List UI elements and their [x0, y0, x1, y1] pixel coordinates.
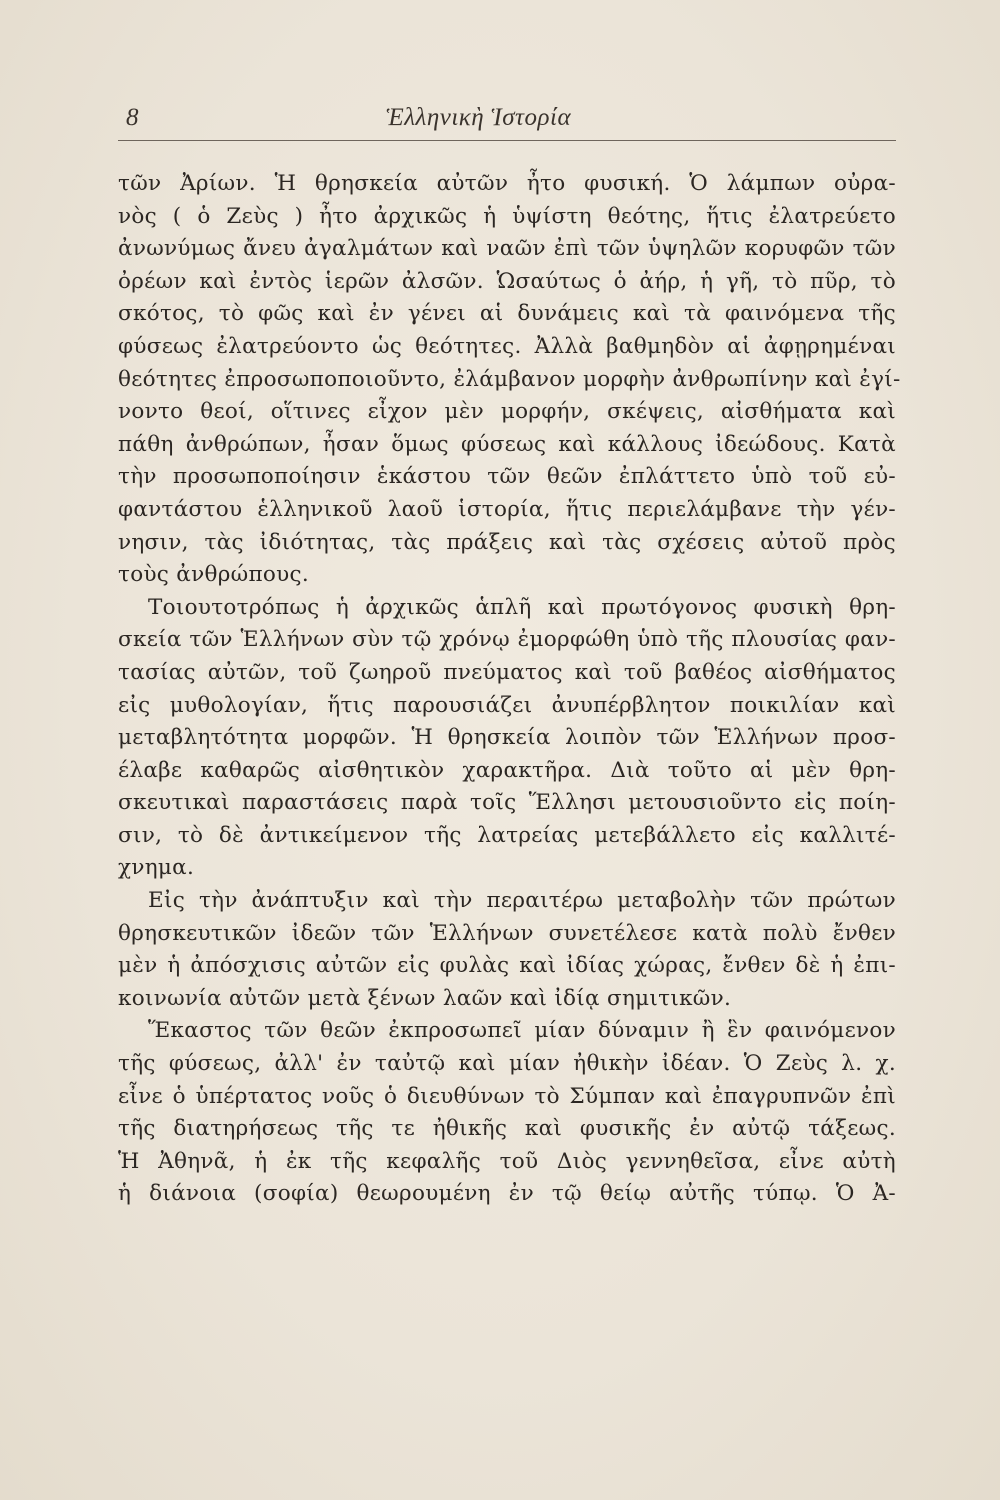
- text-line: νοντο θεοί, οἵτινες εἶχον μὲν μορφήν, σκέψεις, αἰσθήματα καὶ: [118, 399, 896, 425]
- text-line: νησιν, τὰς ἰδιότητας, τὰς πράξεις καὶ τὰς σχέσεις αὐτοῦ πρὸς: [118, 529, 896, 555]
- text-line: φύσεως ἐλατρεύοντο ὡς θεότητες. Ἀλλὰ βαθμηδὸν αἱ ἀφῃρημέναι: [118, 333, 896, 359]
- text-line: σκευτικαὶ παραστάσεις παρὰ τοῖς Ἕλλησι μετουσιοῦντο εἰς ποίη-: [118, 790, 896, 816]
- text-line: τασίας αὐτῶν, τοῦ ζωηροῦ πνεύματος καὶ τοῦ βαθέος αἰσθήματος: [118, 659, 896, 685]
- text-line: τοὺς ἀνθρώπους.: [118, 562, 310, 588]
- page-number: 8: [126, 104, 139, 131]
- text-line: τῆς φύσεως, ἀλλ' ἐν ταὐτῷ καὶ μίαν ἠθικὴν ἰδέαν. Ὁ Ζεὺς λ. χ.: [118, 1051, 896, 1077]
- text-line: φαντάστου ἑλληνικοῦ λαοῦ ἱστορία, ἥτις περιελάμβανε τὴν γέν-: [118, 496, 896, 522]
- text-line: σκότος, τὸ φῶς καὶ ἐν γένει αἱ δυνάμεις καὶ τὰ φαινόμενα τῆς: [118, 301, 896, 327]
- text-line: θρησκευτικῶν ἰδεῶν τῶν Ἑλλήνων συνετέλεσε κατὰ πολὺ ἔνθεν: [118, 920, 896, 946]
- text-line: εἰς μυθολογίαν, ἥτις παρουσιάζει ἀνυπέρβλητον ποικιλίαν καὶ: [118, 692, 896, 718]
- text-line: σιν, τὸ δὲ ἀντικείμενον τῆς λατρείας μετεβάλλετο εἰς καλλιτέ-: [118, 822, 896, 848]
- text-line: έλαβε καθαρῶς αἰσθητικὸν χαρακτῆρα. Διὰ τοῦτο αἱ μὲν θρη-: [118, 757, 896, 783]
- body-text: [118, 168, 901, 1211]
- text-line: κοινωνία αὐτῶν μετὰ ξένων λαῶν καὶ ἰδίᾳ σημιτικῶν.: [118, 985, 732, 1011]
- page-header: [118, 100, 896, 141]
- running-title: Ἑλληνικὴ Ἱστορία: [386, 104, 572, 131]
- text-line: ὀρέων καὶ ἐντὸς ἱερῶν ἀλσῶν. Ὡσαύτως ὁ ἀήρ, ἡ γῆ, τὸ πῦρ, τὸ: [118, 268, 896, 294]
- text-line: τῆς διατηρήσεως τῆς τε ἠθικῆς καὶ φυσικῆς ἐν αὐτῷ τάξεως.: [118, 1116, 896, 1142]
- text-line: ἡ διάνοια (σοφία) θεωρουμένη ἐν τῷ θείῳ αὐτῆς τύπῳ. Ὁ Ἀ-: [118, 1181, 896, 1207]
- text-line: Ἡ Ἀθηνᾶ, ἡ ἐκ τῆς κεφαλῆς τοῦ Διὸς γεννηθεῖσα, εἶνε αὐτὴ: [118, 1148, 896, 1174]
- text-line: Εἰς τὴν ἀνάπτυξιν καὶ τὴν περαιτέρω μεταβολὴν τῶν πρώτων: [148, 888, 896, 914]
- text-line: χνημα.: [118, 855, 195, 881]
- text-line: ἀνωνύμως ἄνευ ἀγαλμάτων καὶ ναῶν ἐπὶ τῶν ὑψηλῶν κορυφῶν τῶν: [118, 236, 896, 262]
- text-line: νὸς ( ὁ Ζεὺς ) ἦτο ἀρχικῶς ἡ ὑψίστη θεότης, ἥτις ἐλατρεύετο: [118, 203, 896, 229]
- text-line: θεότητες ἐπροσωποποιοῦντο, ἐλάμβανον μορφὴν ἀνθρωπίνην καὶ ἐγί-: [118, 366, 901, 392]
- text-line: Ἕκαστος τῶν θεῶν ἐκπροσωπεῖ μίαν δύναμιν ἢ ἓν φαινόμενον: [148, 1018, 896, 1044]
- text-line: σκεία τῶν Ἑλλήνων σὺν τῷ χρόνῳ ἐμορφώθη ὑπὸ τῆς πλουσίας φαν-: [118, 627, 896, 653]
- text-line: τὴν προσωποποίησιν ἑκάστου τῶν θεῶν ἐπλάττετο ὑπὸ τοῦ εὐ-: [118, 464, 896, 490]
- text-line: Τοιουτοτρόπως ἡ ἀρχικῶς ἁπλῆ καὶ πρωτόγονος φυσικὴ θρη-: [148, 594, 896, 620]
- text-line: εἶνε ὁ ὑπέρτατος νοῦς ὁ διευθύνων τὸ Σύμπαν καὶ ἐπαγρυπνῶν ἐπὶ: [118, 1083, 896, 1109]
- text-line: μὲν ἡ ἀπόσχισις αὐτῶν εἰς φυλὰς καὶ ἰδίας χώρας, ἔνθεν δὲ ἡ ἐπι-: [118, 953, 896, 979]
- text-line: πάθη ἀνθρώπων, ἦσαν ὅμως φύσεως καὶ κάλλους ἰδεώδους. Κατὰ: [118, 431, 896, 457]
- text-line: μεταβλητότητα μορφῶν. Ἡ θρησκεία λοιπὸν τῶν Ἑλλήνων προσ-: [118, 725, 896, 751]
- text-line: τῶν Ἀρίων. Ἡ θρησκεία αὐτῶν ἦτο φυσική. Ὁ λάμπων οὐρα-: [118, 171, 896, 196]
